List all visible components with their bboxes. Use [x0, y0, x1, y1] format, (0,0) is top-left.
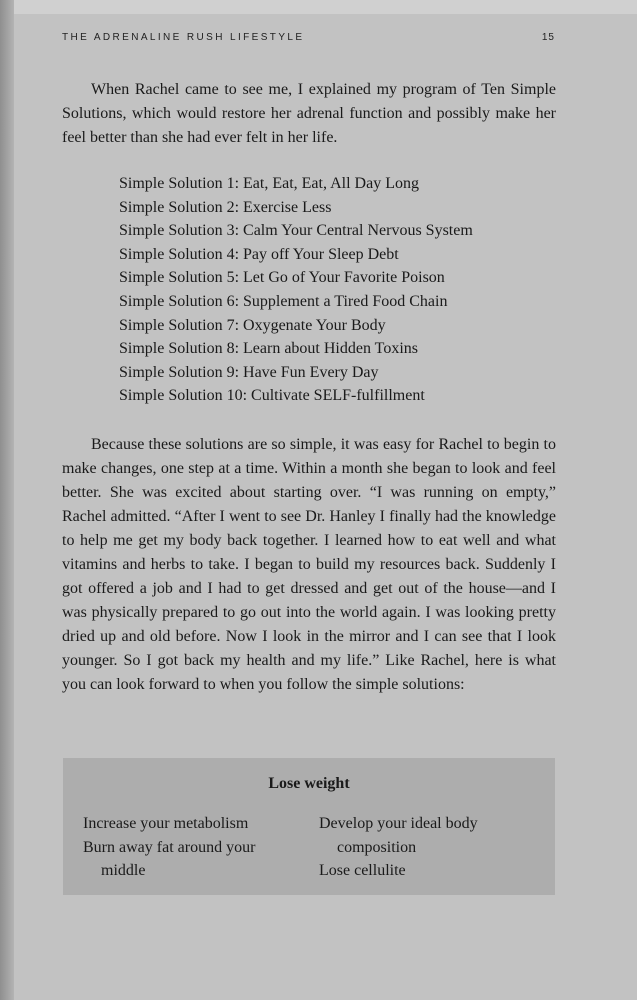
solutions-list [119, 172, 473, 408]
solution-item: Simple Solution 1: Eat, Eat, Eat, All Day Long [119, 175, 419, 192]
solution-item: Simple Solution 10: Cultivate SELF-fulfillment [119, 387, 425, 405]
solution-item: Simple Solution 6: Supplement a Tired Food Chain [119, 292, 448, 310]
solution-item: Simple Solution 9: Have Fun Every Day [119, 363, 379, 381]
benefit-item: Burn away fat around your middle [83, 838, 256, 879]
solution-item: Simple Solution 5: Let Go of Your Favorite Poison [119, 269, 445, 287]
intro-paragraph: When Rachel came to see me, I explained my program of Ten Simple Solutions, which would restore her adrenal function and possibly make her feel better than she had ever felt in her life. [62, 81, 556, 146]
solution-item: Simple Solution 7: Oxygenate Your Body [119, 316, 386, 334]
benefit-item: Develop your ideal body composition [319, 815, 478, 856]
benefit-list-right [319, 812, 549, 883]
solution-item: Simple Solution 4: Pay off Your Sleep Debt [119, 245, 399, 263]
benefit-box-title: Lose weight [268, 775, 350, 792]
page-number: 15 [541, 32, 555, 43]
running-head: THE ADRENALINE RUSH LIFESTYLE [62, 32, 305, 43]
benefit-item: Increase your metabolism [83, 815, 249, 832]
story-paragraph: Because these solutions are so simple, it was easy for Rachel to begin to make changes, one step at a time. Within a month she began to look and feel better. She was excited about starting over. “I was running on empty,” Rachel admitted. “After I went to see Dr. Hanley I finally had the knowledge to help me get my body back together. I learned how to eat well and what vitamins and herbs to take. I began to build my resources back. Suddenly I got offered a job and I had to get dressed and get out of the house—and I was physically prepared to go out into the world again. I was looking pretty dried up and old before. Now I look in the mirror and I can see that I look younger. So I got back my health and my life.” Like Rachel, here is what you can look forward to when you follow the simple solutions: [62, 436, 556, 693]
page-top-edge [0, 0, 637, 14]
benefit-box [63, 758, 555, 895]
page-binding-edge [0, 0, 14, 1000]
benefit-item: Lose cellulite [319, 862, 406, 879]
solution-item: Simple Solution 2: Exercise Less [119, 198, 332, 216]
solution-item: Simple Solution 8: Learn about Hidden Toxins [119, 340, 419, 358]
benefit-list-left [83, 812, 303, 883]
solution-item: Simple Solution 3: Calm Your Central Nervous System [119, 222, 473, 240]
